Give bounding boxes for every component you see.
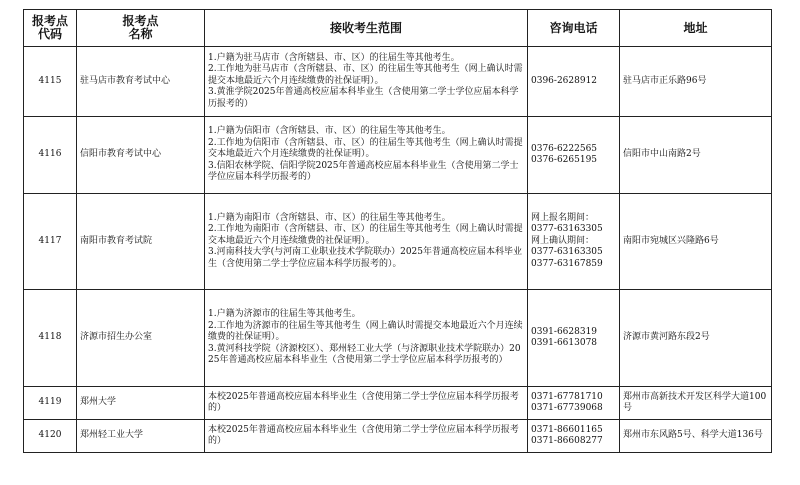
phone-line: 0377-63163305	[531, 247, 603, 258]
phone-line: 网上报名期间：	[531, 212, 595, 223]
phone-line: 0371-86601165	[531, 424, 603, 435]
site-phone	[528, 47, 620, 117]
site-name: 郑州轻工业大学	[77, 420, 205, 453]
site-name: 济源市招生办公室	[77, 290, 205, 387]
site-code: 4119	[24, 387, 77, 420]
scope-item: 本校2025年普通高校应届本科毕业生（含使用第二学士学位应届本科学历报考的）	[208, 391, 519, 413]
phone-line: 0371-86608277	[531, 436, 603, 446]
phone-line: 0376-6265195	[531, 155, 598, 165]
site-address: 南阳市宛城区兴隆路6号	[620, 194, 772, 290]
scope-item: 2.工作地为南阳市（含所辖县、市、区）的往届生等其他考生（网上确认时需提交本地最近六个月连续缴费的社保证明）。	[208, 224, 523, 246]
phone-line: 0371-67781710	[531, 391, 603, 402]
site-phone	[528, 117, 620, 194]
site-name: 驻马店市教育考试中心	[77, 47, 205, 117]
site-scope	[205, 117, 528, 194]
site-code: 4118	[24, 290, 77, 387]
site-code: 4120	[24, 420, 77, 453]
header-code-line: 报考点	[31, 14, 68, 28]
scope-item: 3.黄河科技学院（济源校区）、郑州轻工业大学（与济源职业技术学院联办）2025年普通高校应届本科毕业生（含使用第二学士学位应届本科学历报考的）	[208, 343, 521, 366]
site-phone	[528, 194, 620, 290]
site-name: 信阳市教育考试中心	[77, 117, 205, 194]
phone-line: 0377-63167859	[531, 258, 603, 269]
phone-line: 0371-67739068	[531, 403, 603, 413]
scope-item: 2.工作地为信阳市（含所辖县、市、区）的往届生等其他考生（网上确认时需提交本地最近六个月连续缴费的社保证明）。	[208, 137, 523, 160]
site-address: 信阳市中山南路2号	[620, 117, 772, 194]
header-code-line: 代码	[37, 27, 62, 41]
site-name: 郑州大学	[77, 387, 205, 420]
scope-item: 1.户籍为驻马店市（含所辖县、市、区）的往届生等其他考生。	[208, 52, 460, 63]
phone-line: 网上确认期间：	[531, 235, 595, 246]
phone-line: 0396-2628912	[531, 75, 598, 86]
scope-item: 3.黄淮学院2025年普通高校应届本科毕业生（含使用第二学士学位应届本科学历报考的）	[208, 87, 519, 109]
exam-site-table	[23, 9, 772, 453]
site-scope	[205, 47, 528, 117]
site-code: 4117	[24, 194, 77, 290]
site-address: 郑州市东风路5号、科学大道136号	[620, 420, 772, 453]
phone-line: 0377-63163305	[531, 224, 603, 235]
header-name	[77, 10, 205, 47]
scope-item: 3.河南科技大学(与河南工业职业技术学院联办）2025年普通高校应届本科毕业生（含使用第二学士学位应届本科学历报考的）。	[208, 247, 523, 269]
header-address: 地址	[620, 10, 772, 47]
scope-item: 1.户籍为济源市的往届生等其他考生。	[208, 309, 361, 320]
site-name: 南阳市教育考试院	[77, 194, 205, 290]
site-phone	[528, 387, 620, 420]
site-code: 4116	[24, 117, 77, 194]
phone-line: 0391-6628319	[531, 326, 598, 337]
table-row	[24, 420, 772, 453]
site-scope	[205, 420, 528, 453]
table-row	[24, 117, 772, 194]
site-scope	[205, 387, 528, 420]
phone-line: 0391-6613078	[531, 338, 598, 348]
header-name-line: 名称	[128, 27, 153, 41]
scope-item: 2.工作地为济源市的往届生等其他考生（网上确认时需提交本地最近六个月连续缴费的社保证明）。	[208, 320, 523, 343]
site-phone	[528, 420, 620, 453]
scope-item: 3.信阳农林学院、信阳学院2025年普通高校应届本科毕业生（含使用第二学士学位应届本科学历报考的）	[208, 160, 519, 183]
site-code: 4115	[24, 47, 77, 117]
site-scope	[205, 194, 528, 290]
site-scope	[205, 290, 528, 387]
header-scope: 接收考生范围	[205, 10, 528, 47]
phone-line: 0376-6222565	[531, 143, 598, 154]
table-header-row	[24, 10, 772, 47]
site-address: 驻马店市正乐路96号	[620, 47, 772, 117]
table-row	[24, 290, 772, 387]
header-code	[24, 10, 77, 47]
scope-item: 2.工作地为驻马店市（含所辖县、市、区）的往届生等其他考生（网上确认时需提交本地最近六个月连续缴费的社保证明）。	[208, 64, 523, 86]
header-name-line: 报考点	[122, 14, 159, 28]
header-phone: 咨询电话	[528, 10, 620, 47]
table-row	[24, 387, 772, 420]
scope-item: 1.户籍为信阳市（含所辖县、市、区）的往届生等其他考生。	[208, 126, 451, 137]
scope-item: 本校2025年普通高校应届本科毕业生（含使用第二学士学位应届本科学历报考的）	[208, 424, 519, 446]
site-address: 郑州市高新技术开发区科学大道100号	[620, 387, 772, 420]
table-body	[24, 47, 772, 453]
site-phone	[528, 290, 620, 387]
scope-item: 1.户籍为南阳市（含所辖县、市、区）的往届生等其他考生。	[208, 212, 451, 223]
table-row	[24, 47, 772, 117]
table-row	[24, 194, 772, 290]
site-address: 济源市黄河路东段2号	[620, 290, 772, 387]
